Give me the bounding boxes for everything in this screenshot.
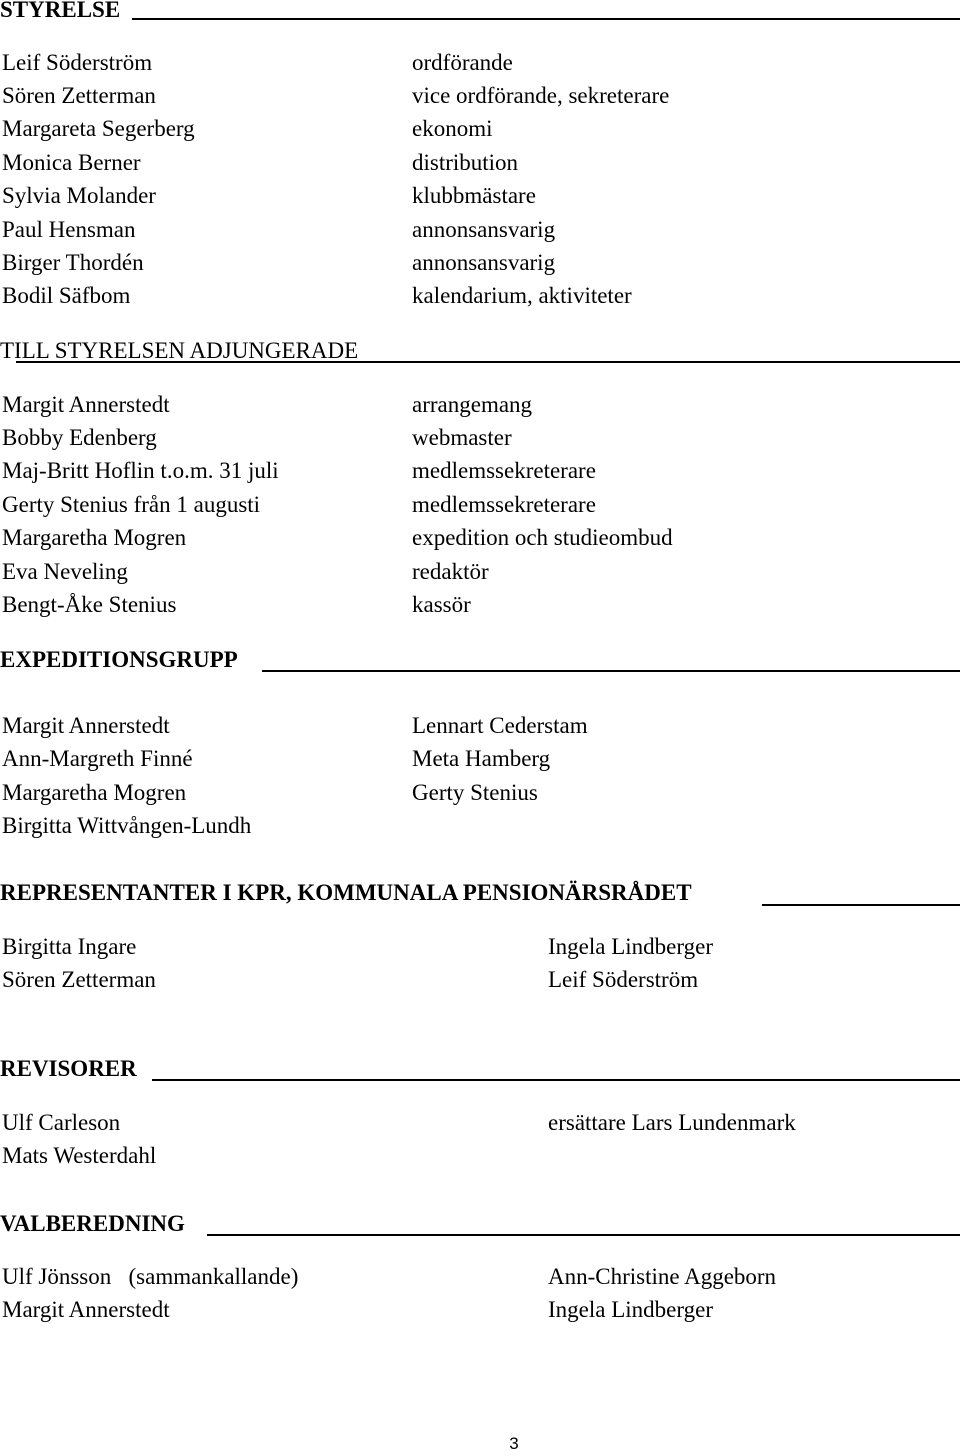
- member-role: redaktör: [412, 559, 489, 584]
- member-role: expedition och studieombud: [412, 525, 673, 550]
- member-name: Bodil Säfbom: [2, 283, 131, 308]
- group-member: Lennart Cederstam: [412, 713, 588, 738]
- group-member: Meta Hamberg: [412, 746, 551, 771]
- member-role: annonsansvarig: [412, 217, 556, 242]
- heading-rule: [207, 1234, 960, 1236]
- member-name: Margareta Segerberg: [2, 116, 195, 141]
- group-member: Birgitta Ingare: [2, 934, 137, 959]
- page-number: 3: [509, 1434, 519, 1453]
- heading-text: VALBEREDNING: [0, 1211, 185, 1236]
- heading-text: STYRELSE: [0, 0, 121, 22]
- group-member: Ingela Lindberger: [548, 1297, 713, 1322]
- heading-rule: [16, 361, 960, 363]
- member-name: Birger Thordén: [2, 250, 144, 275]
- group-member: Ann-Margreth Finné: [2, 746, 193, 771]
- member-name: Maj-Britt Hoflin t.o.m. 31 juli: [2, 458, 279, 483]
- member-role: kalendarium, aktiviteter: [412, 283, 632, 308]
- member-name: Monica Berner: [2, 150, 141, 175]
- member-name: Sören Zetterman: [2, 83, 156, 108]
- heading-rule: [132, 18, 960, 20]
- group-member: Ulf Carleson: [2, 1110, 121, 1135]
- member-role: annonsansvarig: [412, 250, 556, 275]
- group-member: Ulf Jönsson (sammankallande): [2, 1264, 299, 1289]
- heading-rule: [152, 1079, 960, 1081]
- member-name: Eva Neveling: [2, 559, 128, 584]
- heading-text: EXPEDITIONSGRUPP: [0, 647, 238, 672]
- section-heading-styrelse: [0, 0, 960, 25]
- group-member: Birgitta Wittvången-Lundh: [2, 813, 252, 838]
- member-name: Bengt-Åke Stenius: [2, 592, 177, 617]
- group-member: Ingela Lindberger: [548, 934, 713, 959]
- heading-text: REPRESENTANTER I KPR, KOMMUNALA PENSIONÄRSRÅDET: [0, 880, 692, 905]
- member-role: ekonomi: [412, 116, 493, 141]
- group-member: Gerty Stenius: [412, 780, 538, 805]
- member-name: Margaretha Mogren: [2, 525, 187, 550]
- group-member: Sören Zetterman: [2, 967, 156, 992]
- heading-text: TILL STYRELSEN ADJUNGERADE: [0, 338, 359, 363]
- member-role: kassör: [412, 592, 471, 617]
- group-member: ersättare Lars Lundenmark: [548, 1110, 796, 1135]
- member-role: arrangemang: [412, 392, 533, 417]
- group-member: Margit Annerstedt: [2, 1297, 170, 1322]
- member-role: klubbmästare: [412, 183, 536, 208]
- group-member: Mats Westerdahl: [2, 1143, 157, 1168]
- member-role: medlemssekreterare: [412, 458, 596, 483]
- member-name: Paul Hensman: [2, 217, 136, 242]
- group-member: Ann-Christine Aggeborn: [548, 1264, 777, 1289]
- member-name: Bobby Edenberg: [2, 425, 157, 450]
- heading-rule: [262, 670, 960, 672]
- member-name: Gerty Stenius från 1 augusti: [2, 492, 261, 517]
- member-role: distribution: [412, 150, 519, 175]
- group-member: Leif Söderström: [548, 967, 699, 992]
- member-role: vice ordförande, sekreterare: [412, 83, 670, 108]
- member-name: Leif Söderström: [2, 50, 153, 75]
- group-member: Margit Annerstedt: [2, 713, 170, 738]
- member-role: medlemssekreterare: [412, 492, 596, 517]
- member-name: Margit Annerstedt: [2, 392, 170, 417]
- heading-rule: [762, 904, 960, 906]
- heading-text: REVISORER: [0, 1056, 137, 1081]
- member-role: ordförande: [412, 50, 513, 75]
- group-member: Margaretha Mogren: [2, 780, 187, 805]
- member-role: webmaster: [412, 425, 512, 450]
- member-name: Sylvia Molander: [2, 183, 156, 208]
